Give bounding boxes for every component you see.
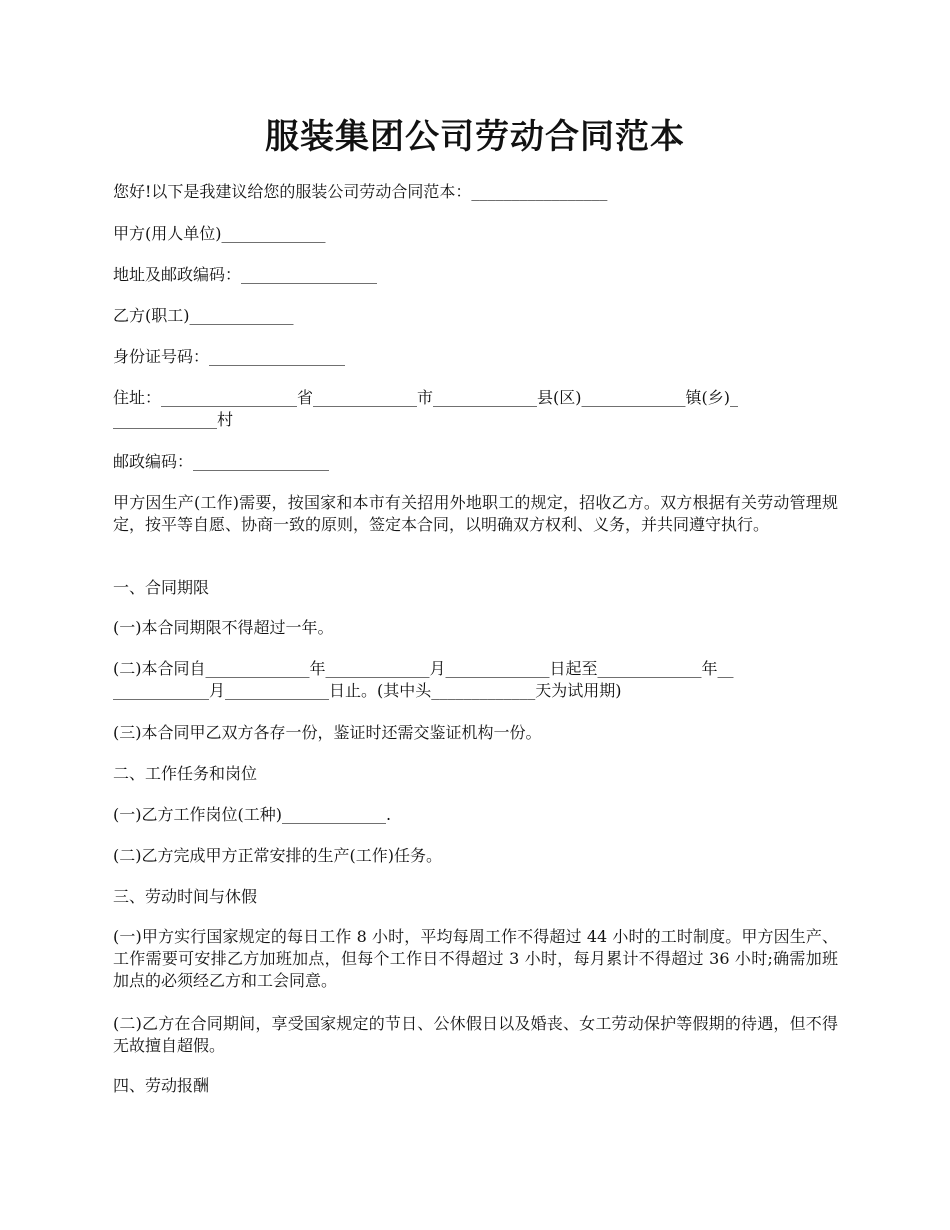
clause-term-3: (三)本合同甲乙双方各存一份，鉴证时还需交鉴证机构一份。 xyxy=(113,723,542,742)
document-title: 服装集团公司劳动合同范本 xyxy=(265,117,685,157)
section-heading-pay: 四、劳动报酬 xyxy=(113,1076,210,1095)
clause-hours-1: (一)甲方实行国家规定的每日工作 8 小时，平均每周工作不得超过 44 小时的工时制度。甲方因生产、工作需要可安排乙方加班加点，但每个工作日不得超过 3 小时，每月累计不得超过 36 小时;确需加班加点的必须经乙方和工会同意。 xyxy=(113,927,838,990)
party-a-line: 甲方(用人单位)_____________ xyxy=(113,224,326,243)
id-number-line: 身份证号码：_________________ xyxy=(113,347,346,366)
residence-line: 住址：_________________省_____________市_____________县(区)_____________镇(乡)_ _____________村 xyxy=(113,388,738,429)
preamble-paragraph: 甲方因生产(工作)需要，按国家和本市有关招用外地职工的规定，招收乙方。双方根据有关劳动管理规定，按平等自愿、协商一致的原则，签定本合同，以明确双方权利、义务，并共同遵守执行。 xyxy=(113,493,838,534)
clause-term-2: (二)本合同自_____________年_____________月_____________日起至_____________年__ ____________月_____________日止。(其中头_____________天为试用期) xyxy=(113,659,734,700)
party-b-line: 乙方(职工)_____________ xyxy=(113,306,294,325)
section-heading-term: 一、合同期限 xyxy=(113,578,210,597)
clause-job-1: (一)乙方工作岗位(工种)_____________. xyxy=(113,805,392,824)
section-heading-hours: 三、劳动时间与休假 xyxy=(113,887,258,906)
clause-term-1: (一)本合同期限不得超过一年。 xyxy=(113,618,334,637)
address-postcode-line: 地址及邮政编码：_________________ xyxy=(113,265,378,284)
intro-line: 您好!以下是我建议给您的服装公司劳动合同范本：_________________ xyxy=(113,182,608,201)
postcode-line: 邮政编码：_________________ xyxy=(113,452,330,471)
clause-hours-2: (二)乙方在合同期间，享受国家规定的节日、公休假日以及婚丧、女工劳动保护等假期的待遇，但不得无故擅自超假。 xyxy=(113,1014,838,1055)
section-heading-job: 二、工作任务和岗位 xyxy=(113,764,258,783)
clause-job-2: (二)乙方完成甲方正常安排的生产(工作)任务。 xyxy=(113,846,442,865)
